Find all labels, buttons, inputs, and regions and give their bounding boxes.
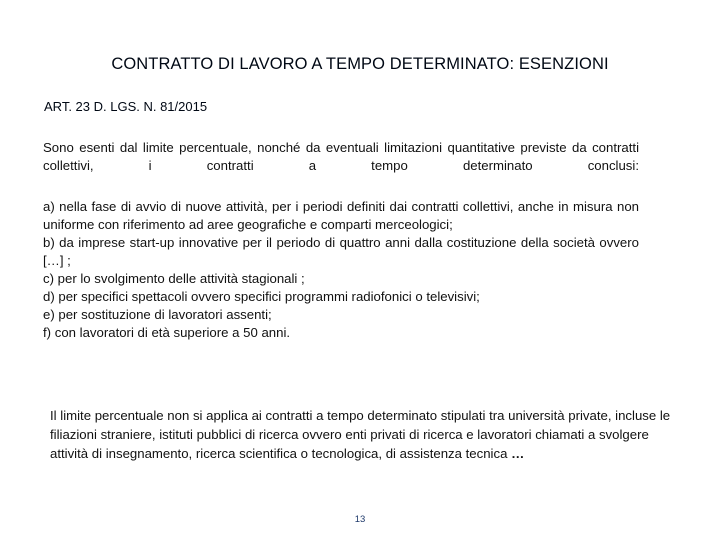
list-item-e: e) per sostituzione di lavoratori assenti;: [43, 307, 272, 322]
closing-text: Il limite percentuale non si applica ai contratti a tempo determinato stipulati tra università private, incluse le filiazioni straniere, istituti pubblici di ricerca ovvero enti privati di ricerca e lavoratori chiamati a svolgere attività di insegnamento, ricerca scientifica o tecnologica, di assistenza tecnica: [50, 408, 671, 461]
list-item-a: a) nella fase di avvio di nuove attività, per i periodi definiti dai contratti collettivi, anche in misura non uniforme con riferimento ad aree geografiche e comparti merceologici;: [43, 199, 639, 232]
list-item-c: c) per lo svolgimento delle attività stagionali ;: [43, 271, 305, 286]
intro-paragraph: Sono esenti dal limite percentuale, nonché da eventuali limitazioni quantitative previste da contratti collettivi, i contratti a tempo determinato conclusi:: [43, 140, 639, 173]
article-reference: ART. 23 D. LGS. N. 81/2015: [44, 99, 208, 114]
list-item-f: f) con lavoratori di età superiore a 50 anni.: [43, 325, 291, 340]
closing-ellipsis: …: [511, 446, 525, 461]
list-item-d: d) per specifici spettacoli ovvero specifici programmi radiofonici o televisivi;: [43, 289, 480, 304]
list-item-b: b) da imprese start-up innovative per il periodo di quattro anni dalla costituzione della società ovvero […] ;: [43, 235, 639, 268]
exemption-list: [43, 198, 639, 342]
closing-paragraph: [50, 406, 690, 463]
page-number: 13: [354, 514, 366, 525]
page-title: CONTRATTO DI LAVORO A TEMPO DETERMINATO: ESENZIONI: [111, 55, 609, 73]
